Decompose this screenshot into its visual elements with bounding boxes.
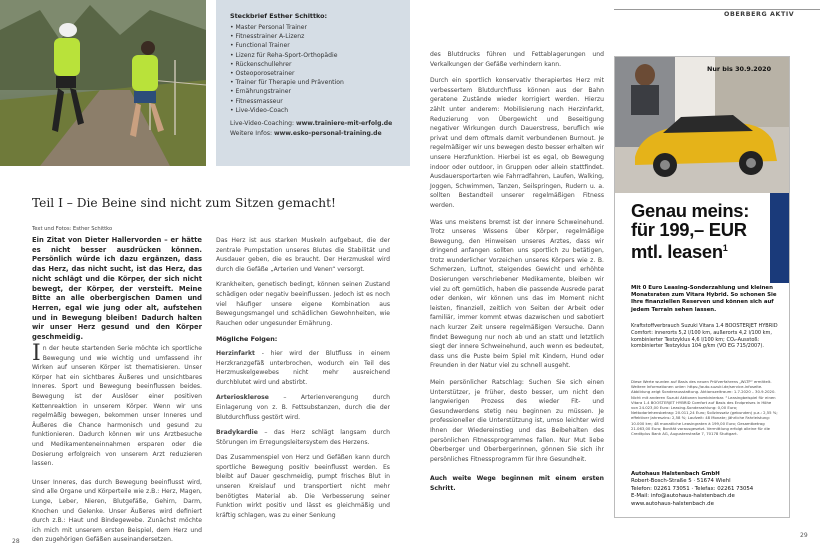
article-lead: Ein Zitat von Dieter Hallervorden – er hätte es nicht besser ausdrücken können. Persönlich würde ich dazu ergänzen, dass das Herz, das nicht sucht, ist das Herz, das nicht schlägt und die Körper, der sich nicht bewegt, der Körper, der versteift. Meine Bitte an alle oberbergischen Damen und Herren, egal wie jung oder alt, aufstehen und in Bewegung bleiben! Dadurch halten wir unser Herz gesund und den Körper geschmeidig. <box>32 236 202 342</box>
steckbrief-item: • Fitnesstrainer A-Lizenz <box>230 33 305 41</box>
steckbrief-item: • Fitnessmasseur <box>230 97 283 105</box>
dealer-email[interactable]: E-Mail: info@autohaus-halstenbach.de <box>631 493 735 500</box>
ad-date-badge: Nur bis 30.9.2020 <box>707 65 772 73</box>
header-rule <box>614 9 820 10</box>
body-column-3: des Blutdrucks führen und Fettablagerungen und Verkalkungen der Gefäße verhindern kann. Durch ein sportlich konservativ therapiertes Herz mit verbessertem Blutdurchfluss können aus der Bahn geratene Zustände wieder korrigiert werden. Hierzu zählt unter anderem: Mobilisierung nach Herzinfarkt, Reduzierung von Übergewicht und Beseitigung negativer Wirkungen durch Dauerstress, beruflich wie privat und dem oftmals damit verbundenen Burnout. Je regelmäßiger wir uns bewegen desto besser erhalten wir unsere Herzfunktion. Hierbei ist es egal, ob Bewegung indoor oder outdoor, in Gruppen oder allein stattfindet. Ausdauersportarten wie Fahrradfahren, Laufen, Walking, Joggen, Schwimmen, Tanzen, Seilspringen, Rudern u. a. sollten Bestandteil unserer regelmäßigen Fitness werden. Was uns meistens bremst ist der innere Schweinehund. Trotz unseres Wissens über Körper, regelmäßige Bewegung, den Hinweisen unseres Arztes, dass wir dringend anfangen sollten uns sportlich zu betätigen, trotz wunderlicher Vorzeichen unseres Körpers wie z. B. Schmerzen, Luftnot, steigendes Gewicht und erhöhte Dosierungen verschriebener Medikamente, bleiben wir viel zu oft gemütlich, haben die passende Ausrede parat oder denken, wir können uns das im Moment nicht leisten, finanziell, zeitlich von Seiten der Arbeit oder familiär, immer kommt etwas dazwischen und sabotiert nach kurzer Zeit unsere regelmäßigen Versuche. Dann findet Bewegung nur noch ab und an statt und letztlich siegt der innere Schweinehund, auch wenn es bedeutet, dass uns die Puste beim Spiel mit Kindern, Hund oder Freunden in der Natur viel zu schnell ausgeht. Mein persönlicher Ratschlag: Suchen Sie sich einen Unterstützer, je früher, desto besser, um nicht den langwierigen Prozess des wieder Fit- und Gesundwerdens stetig neu beginnen zu müssen. Je professioneller die Unterstützung ist, umso leichter wird Ihnen der Wiedereinstieg und das Beibehalten des persönlichen Fitnessprogrammes fallen. Nur Mut liebe Oberberger und Oberbergerinnen, gönnen Sie sich ihr persönliches Fitnessprogramm für Ihre Gesundheit. Auch weite Wege beginnen mit einem ersten Schritt. <box>430 51 604 492</box>
ad-car-graphic <box>615 57 789 193</box>
coaching-line: Live-Video-Coaching: www.trainiere-mit-erfolg.de Weitere Infos: www.esko-personal-training.de <box>230 120 393 138</box>
consequences-heading: Mögliche Folgen: <box>216 335 278 344</box>
article-title: Teil I – Die Beine sind nicht zum Sitzen gemacht! <box>32 196 336 210</box>
steckbrief-item: • Functional Trainer <box>230 42 290 50</box>
steckbrief-box <box>216 0 410 166</box>
coaching-link[interactable]: www.trainiere-mit-erfolg.de <box>296 120 393 128</box>
steckbrief-item: • Ernährungstrainer <box>230 88 291 96</box>
steckbrief-heading: Steckbrief Esther Schittko: <box>230 12 328 20</box>
runners-photo <box>0 0 206 166</box>
article-credit: Text und Fotos: Esther Schittko <box>32 226 113 232</box>
suzuki-logo-bar <box>770 193 789 283</box>
steckbrief-item: • Osteoporosetrainer <box>230 70 295 78</box>
body-column-1: In der heute startenden Serie möchte ich sportliche Bewegung und wie wichtig und umfassend ihr Wirken auf unseren Körper ist thematisieren. Unser Körper hat ein sichtbares Äußeres und unsichtbares Inneres. Sport und Bewegung beeinflussen beides. Bewegung ist der Auslöser einer positiven Kettenreaktion in unserem Körper. Wenn wir uns regelmäßig bewegen, bekommen unser Inneres und Äußeres die Chance harmonisch und gesund zu funktionieren. Dadurch können wir uns Arztbesuche und Medikamenteneinnahmen ersparen oder die Dosierung erfolgreich von unserem Arzt reduzieren lassen. Unser Inneres, das durch Bewegung beeinflusst wird, sind alle Organe und Körperteile wie z.B.: Herz, Magen, Lunge, Leber, Nieren, Blutgefäße, Gehirn, Darm, Knochen und Gelenke. Unser Äußeres wird definiert durch z.B.: Haut und Bindegewebe. Zunächst möchte ich mich mit unserem ersten Beispiel, dem Herz und den zugehörigen Gefäßen auseinandersetzen. <box>32 341 202 544</box>
ad-image <box>615 57 789 193</box>
steckbrief-item: • Lizenz für Reha-Sport-Orthopädie <box>230 51 338 59</box>
dealer-website[interactable]: www.autohaus-halstenbach.de <box>631 500 714 507</box>
drop-cap: I <box>32 341 41 366</box>
steckbrief-item: • Rückenschullehrer <box>230 60 292 68</box>
ad-consumption-spec: Kraftstoffverbrauch Suzuki Vitara 1.4 BOOSTERJET HYBRID Comfort: innerorts 5,2 l/100 km, außerorts 4,2 l/100 km, kombinierter Testzyklus 4,6 l/100 km; CO₂-Ausstoß: kombinierter Testzyklus 104 g/km (VO EG 715/2007). <box>631 323 778 350</box>
ad-fine-print: Diese Werte wurden auf Basis des neuen Prüfverfahrens „WLTP“ ermittelt. Weitere Informationen unter: https://auto.suzuki.de/service-infoseite. Abbildung zeigt Sonderausstattung. Aktionszeitraum: 1.7.2020 – 30.9.2020. Nicht mit anderen Suzuki Aktionen kombinierbar. ¹ Leasingbeispiel für einen Vitara 1.4 BOOSTERJET HYBRID Comfort auf Basis des Endpreises in Höhe von 24.023,00 Euro: Leasing-Sonderzahlung: 0,00 Euro; Nettodarlehensbetrag: 20.011,24 Euro; Sollzinssatz (gebunden) p.a.: 2,55 %; effektiver Jahreszins: 2,58 %; Laufzeit: 48 Monate; jährliche Fahrleistung: 10.000 km; 48 monatliche Leasingraten à 199,00 Euro; Gesamtbetrag 21.063,00 Euro; Bonität vorausgesetzt. Vermittlung erfolgt alleine für die Creditplus Bank AG, Augustenstraße 7, 70178 Stuttgart. <box>631 379 778 437</box>
ad-subline: Mit 0 Euro Leasing-Sonderzahlung und kleinen Monatsraten zum Vitara Hybrid. So schonen Sie Ihre finanziellen Reserven und können sich auf jedem Terrain sehen lassen. <box>631 285 777 313</box>
ad-headline: Genau meins: für 199,– EUR mtl. leasen$^1$ <box>631 200 750 263</box>
steckbrief-item: • Live-Video-Coach <box>230 106 289 114</box>
page-number-right: 29 <box>800 532 808 539</box>
suzuki-advertisement <box>614 56 790 518</box>
steckbrief-item: • Master Personal Trainer <box>230 24 308 31</box>
runners-photo-graphic <box>0 0 206 166</box>
closing-line: Auch weite Wege beginnen mit einem ersten Schritt. <box>430 475 604 492</box>
steckbrief-item: • Trainer für Therapie und Prävention <box>230 79 344 87</box>
info-link[interactable]: www.esko-personal-training.de <box>274 130 382 138</box>
section-tag: OBERBERG AKTIV <box>724 11 795 18</box>
body-column-2: Das Herz ist aus starken Muskeln aufgebaut, die der zentrale Pumpstation unseres Blutes die Stabilität und Ausdauer geben, die es braucht. Der Herzmuskel wird durch die Gefäße „Arterien und Venen“ versorgt. Krankheiten, genetisch bedingt, können seinen Zustand schädigen oder negativ beeinflussen. Jedoch ist es noch viel häufiger unsere eigene Kombination aus Bewegungsmangel und schädlichen Gewohnheiten, wie Rauchen oder ungesunder Ernährung. Mögliche Folgen: Herzinfarkt - hier wird der Blutfluss in einem Herzkranzgefäß unterbrochen, wodurch ein Teil des Herzmuskelgewebes nicht mehr ausreichend durchblutet wird und abstirbt. Arteriosklerose – Arterienverengung durch Einlagerung von z. B. Fettsubstanzen, durch die der Blutdurchfluss gestört wird. Bradykardie – das Herz schlägt langsam durch Störungen im Erregungsleitersystem des Herzens. Das Zusammenspiel von Herz und Gefäßen kann durch sportliche Bewegung positiv beeinflusst werden. Es bleibt auf Dauer geschmeidig, pumpt frisches Blut in unseren Kreislauf und transportiert nicht mehr benötigtes Material ab. Die Verbesserung seiner Funktion wirkt positiv und lässt es gleichmäßig und kräftig schlagen, was zu einer Senkung <box>216 237 390 519</box>
page-number-left: 28 <box>12 538 20 545</box>
ad-dealer-info: Autohaus Halstenbach GmbH Robert-Bosch-Straße 5 · 51674 Wiehl Telefon: 02261 73051 · Telefax: 02261 73054 E-Mail: info@autohaus-halstenbach.de www.autohaus-halstenbach.de <box>631 471 754 507</box>
